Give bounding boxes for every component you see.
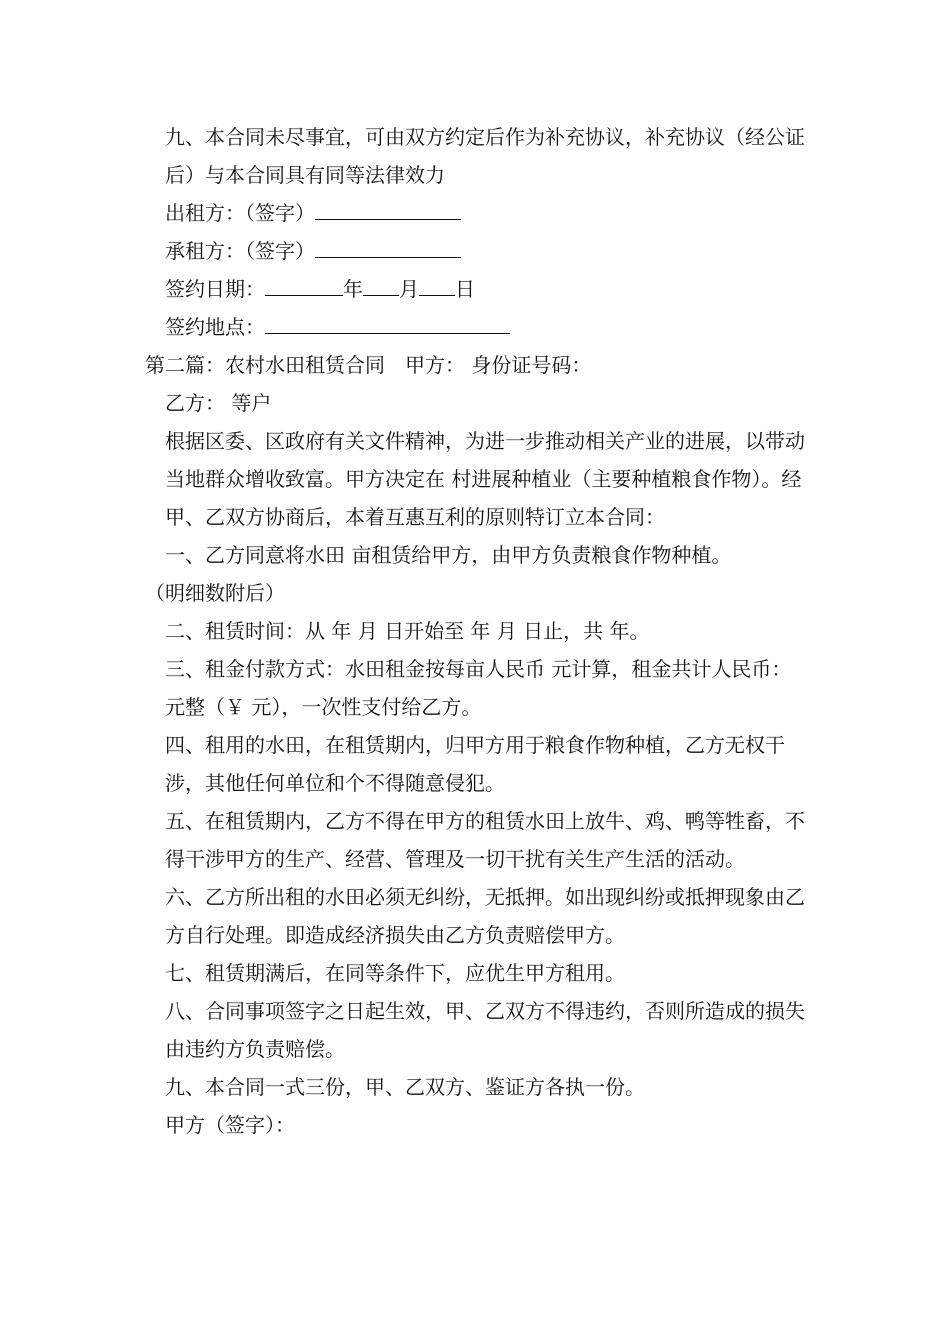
- clause-5: 五、在租赁期内，乙方不得在甲方的租赁水田上放牛、鸡、鸭等牲畜，不得干涉甲方的生产、经营、管理及一切干扰有关生产生活的活动。: [165, 809, 805, 871]
- clause-1-note: （明细数附后）: [145, 581, 285, 605]
- document-body: [145, 118, 810, 1144]
- lessee-signature-blank: [315, 235, 461, 258]
- clause-6: 六、乙方所出租的水田必须无纠纷，无抵押。如出现纠纷或抵押现象由乙方自行处理。即造成经济损失由乙方负责赔偿甲方。: [165, 885, 805, 947]
- intro-paragraph: 根据区委、区政府有关文件精神，为进一步推动相关产业的进展，以带动当地群众增收致富。甲方决定在 村进展种植业（主要种植粮食作物）。经甲、乙双方协商后，本着互惠互利的原则特订立本合同：: [165, 429, 805, 529]
- lessor-signature-blank: [315, 197, 461, 220]
- clause-8: 八、合同事项签字之日起生效，甲、乙双方不得违约，否则所造成的损失由违约方负责赔偿。: [165, 999, 805, 1061]
- sign-date-line: [145, 270, 810, 308]
- sign-place-line: [145, 308, 810, 346]
- clause-3: 三、租金付款方式：水田租金按每亩人民币 元计算，租金共计人民币： 元整（￥ 元），一次性支付给乙方。: [165, 657, 792, 719]
- month-label: 月: [399, 277, 419, 301]
- clause-9-supplement: 九、本合同未尽事宜，可由双方约定后作为补充协议，补充协议（经公证后）与本合同具有同等法律效力: [165, 125, 805, 187]
- lessee-signature-line: [145, 232, 810, 270]
- lessor-label: 出租方：（签字）: [165, 201, 315, 225]
- part2-heading: 第二篇：农村水田租赁合同 甲方： 身份证号码：: [145, 353, 592, 377]
- day-blank: [419, 273, 455, 296]
- clause-2: 二、租赁时间：从 年 月 日开始至 年 月 日止，共 年。: [165, 619, 650, 643]
- clause-1: 一、乙方同意将水田 亩租赁给甲方，由甲方负责粮食作物种植。: [165, 543, 732, 567]
- lessor-signature-line: [145, 194, 810, 232]
- party-a-signature: 甲方（签字）：: [165, 1113, 295, 1137]
- month-blank: [363, 273, 399, 296]
- lessee-label: 承租方：（签字）: [165, 239, 315, 263]
- sign-place-label: 签约地点：: [165, 315, 265, 339]
- sign-date-label: 签约日期：: [165, 277, 265, 301]
- clause-9: 九、本合同一式三份，甲、乙双方、鉴证方各执一份。: [165, 1075, 645, 1099]
- clause-4: 四、租用的水田，在租赁期内，归甲方用于粮食作物种植，乙方无权干涉，其他任何单位和个不得随意侵犯。: [165, 733, 785, 795]
- sign-place-blank: [265, 311, 510, 334]
- year-blank: [265, 273, 343, 296]
- party-b-line: 乙方： 等户: [165, 391, 272, 415]
- year-label: 年: [343, 277, 363, 301]
- day-label: 日: [455, 277, 475, 301]
- clause-7: 七、租赁期满后，在同等条件下，应优生甲方租用。: [165, 961, 625, 985]
